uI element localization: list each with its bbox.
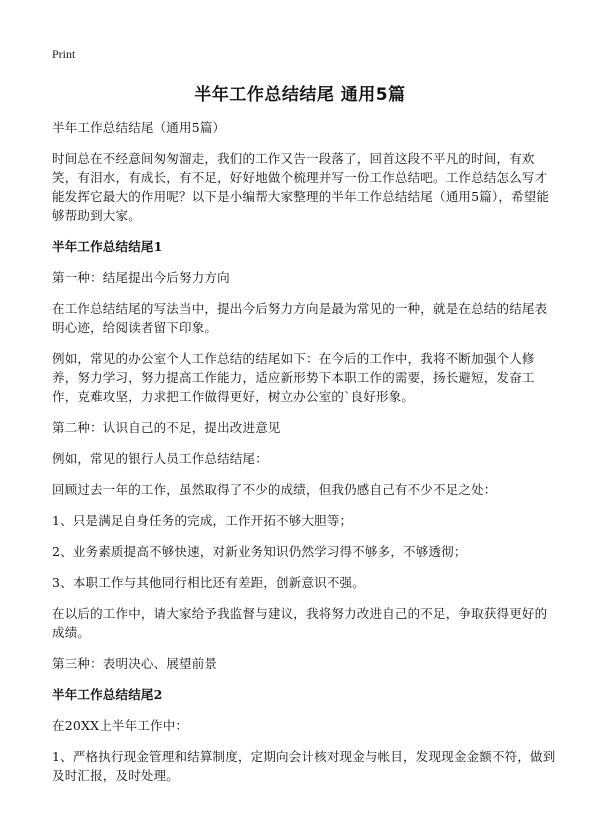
document-title: 半年工作总结结尾 通用5篇: [194, 85, 406, 105]
paragraph: 在以后的工作中，请大家给予我监督与建议，我将努力改进自己的不足，争取获得更好的成绩。: [52, 606, 548, 640]
list-item: 2、业务素质提高不够快速，对新业务知识仍然学习得不够多，不够透彻；: [52, 544, 467, 559]
document-body: [52, 118, 556, 785]
list-item: 1、只是满足自身任务的完成，工作开拓不够大胆等；: [52, 513, 353, 528]
document-subtitle: 半年工作总结结尾（通用5篇）: [52, 120, 226, 135]
list-item: 3、本职工作与其他同行相比还有差距，创新意识不强。: [52, 575, 365, 590]
section-heading-1: 半年工作总结结尾1: [52, 239, 163, 254]
section-heading-2: 半年工作总结结尾2: [52, 687, 163, 702]
paragraph: 第一种：结尾提出今后努力方向: [52, 270, 230, 285]
paragraph: 第三种：表明决心、展望前景: [52, 656, 218, 671]
paragraph: 回顾过去一年的工作，虽然取得了不少的成绩，但我仍感自己有不少不足之处：: [52, 482, 497, 497]
list-item: 1、严格执行现金管理和结算制度，定期向会计核对现金与帐目，发现现金金额不符，做到及时汇报，及时处理。: [52, 749, 556, 783]
paragraph: 例如，常见的办公室个人工作总结的结尾如下：在今后的工作中，我将不断加强个人修养，努力学习，努力提高工作能力，适应新形势下本职工作的需要，扬长避短，发奋工作，克难攻坚，力求把工作做得更好，树立办公室的`良好形象。: [52, 351, 535, 404]
paragraph: 第二种：认识自己的不足，提出改进意见: [52, 420, 281, 435]
print-link[interactable]: Print: [52, 47, 76, 61]
paragraph: 在工作总结结尾的写法当中，提出今后努力方向是最为常见的一种，就是在总结的结尾表明心迹，给阅读者留下印象。: [52, 301, 548, 335]
paragraph: 在20XX上半年工作中：: [52, 718, 189, 733]
intro-paragraph: 时间总在不经意间匆匆溜走，我们的工作又告一段落了，回首这段不平凡的时间，有欢笑，有泪水，有成长，有不足，好好地做个梳理并写一份工作总结吧。工作总结怎么写才能发挥它最大的作用呢？以下是小编帮大家整理的半年工作总结结尾（通用5篇），希望能够帮助到大家。: [52, 151, 550, 223]
paragraph: 例如，常见的银行人员工作总结结尾：: [52, 451, 268, 466]
